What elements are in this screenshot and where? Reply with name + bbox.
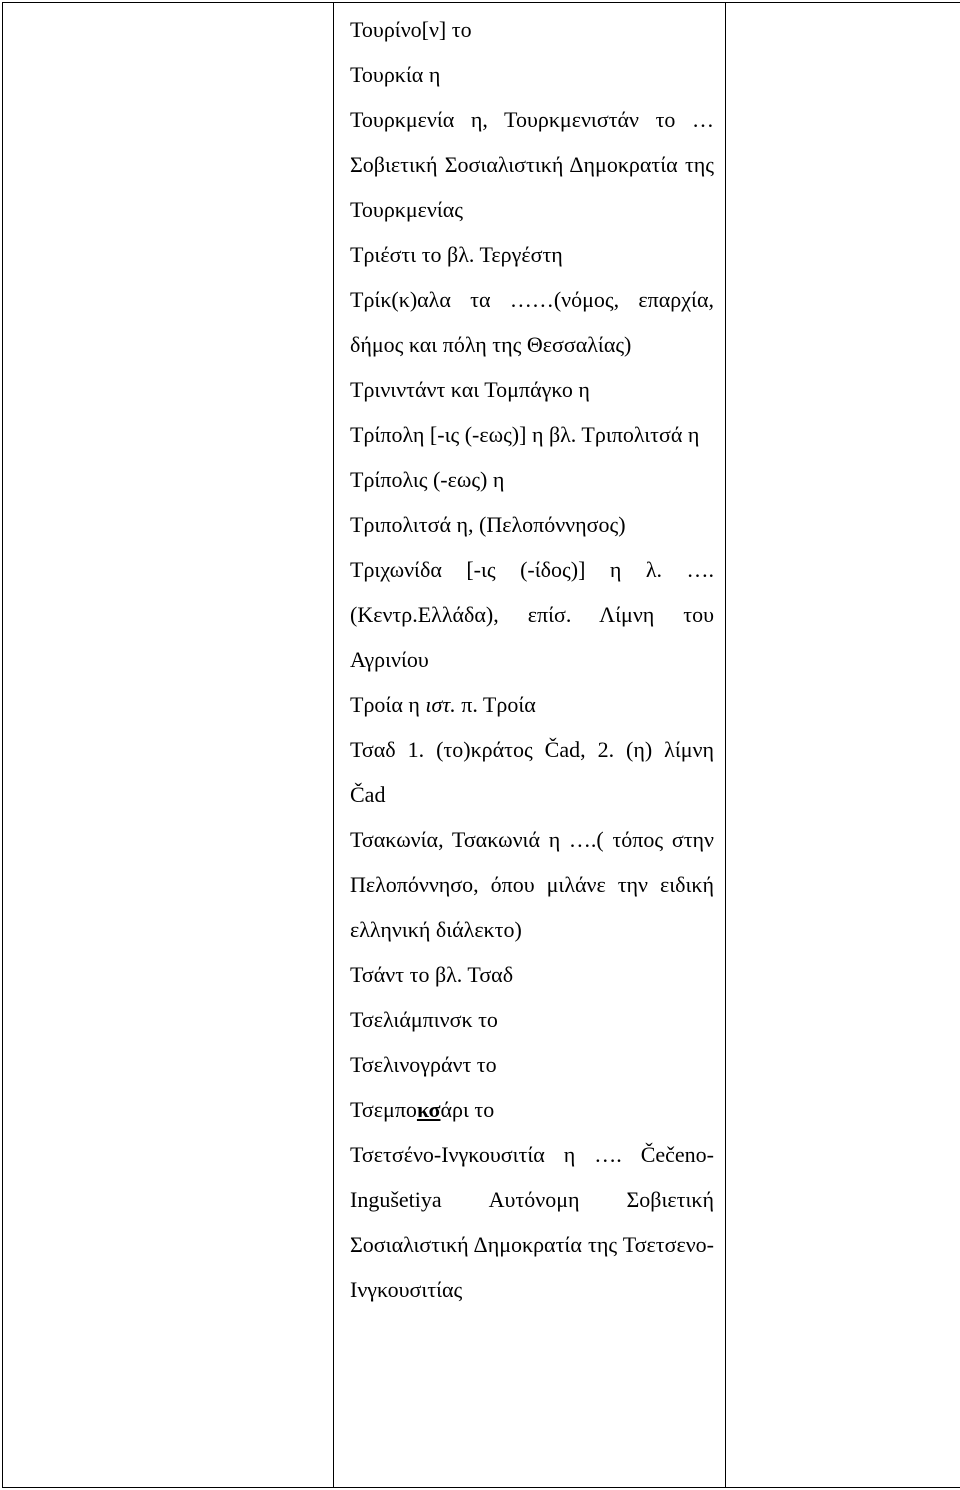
entry-tourkia: Τουρκία η bbox=[350, 62, 441, 87]
entry-tsempoksari-after: άρι το bbox=[440, 1097, 495, 1122]
entry-tripolis: Τρίπολις (-εως) η bbox=[350, 467, 505, 492]
entry-tsempoksari bbox=[350, 1087, 714, 1132]
entry-troia bbox=[350, 682, 714, 727]
entry-trinidad: Τρινιντάντ και Τομπάγκο η bbox=[350, 377, 590, 402]
table-row bbox=[3, 3, 960, 1488]
entry-trikala: Τρίκ(κ)αλα τα ……(νόμος, επαρχία, δήμος και πόλη της Θεσσαλίας) bbox=[350, 287, 714, 357]
entry-tsempoksari-before: Τσεμπο bbox=[350, 1097, 417, 1122]
document-table bbox=[2, 2, 960, 1488]
entry-list bbox=[334, 3, 725, 1312]
entry-turino: Τουρίνο[ν] το bbox=[350, 17, 472, 42]
entry-troia-italic: ιστ. bbox=[425, 692, 456, 717]
entry-tsempoksari-underline: κσ bbox=[416, 1097, 441, 1122]
entries-column bbox=[334, 3, 726, 1488]
entry-tsakonia: Τσακωνία, Τσακωνιά η ….( τόπος στην Πελοπόννησο, όπου μιλάνε την ειδική ελληνική διάλεκτο) bbox=[350, 827, 714, 942]
left-column bbox=[3, 3, 334, 1488]
entry-tripoli: Τρίπολη [-ις (-εως)] η βλ. Τριπολιτσά η bbox=[350, 422, 700, 447]
entry-tsant: Τσάντ το βλ. Τσαδ bbox=[350, 962, 514, 987]
entry-tourkmenia: Τουρκμενία η, Τουρκμενιστάν το … Σοβιετική Σοσιαλιστική Δημοκρατία της Τουρκμενίας bbox=[350, 107, 714, 222]
entry-tselinograd: Τσελινογράντ το bbox=[350, 1052, 497, 1077]
entry-tseliampinsk: Τσελιάμπινσκ το bbox=[350, 1007, 498, 1032]
entry-tsetseno: Τσετσένο-Ινγκουσιτία η …. Čečeno-Ingušetiya Αυτόνομη Σοβιετική Σοσιαλιστική Δημοκρατία της Τσετσενο-Ινγκουσιτίας bbox=[350, 1142, 714, 1302]
entry-tsad: Τσαδ 1. (το)κράτος Čad, 2. (η) λίμνη Čad bbox=[350, 737, 714, 807]
entry-trichonida: Τριχωνίδα [-ις (-ίδος)] η λ. ….(Κεντρ.Ελλάδα), επίσ. Λίμνη του Αγρινίου bbox=[350, 557, 714, 672]
entry-tripolitsa: Τριπολιτσά η, (Πελοπόννησος) bbox=[350, 512, 626, 537]
entry-troia-before: Τροία η bbox=[350, 692, 426, 717]
entry-trieste: Τριέστι το βλ. Τεργέστη bbox=[350, 242, 563, 267]
entry-troia-after: π. Τροία bbox=[455, 692, 536, 717]
right-column bbox=[726, 3, 960, 1488]
